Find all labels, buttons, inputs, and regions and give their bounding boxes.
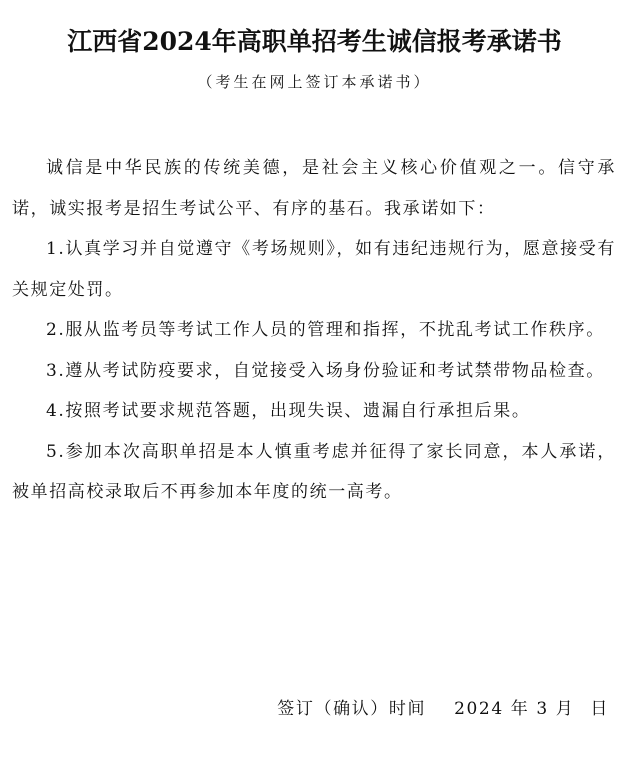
- commitment-item-1: 1.认真学习并自觉遵守《考场规则》，如有违纪违规行为，愿意接受有关规定处罚。: [12, 239, 616, 300]
- document-title: 江西省2024年高职单招考生诚信报考承诺书: [67, 27, 562, 56]
- document-subtitle: （考生在网上签订本承诺书）: [197, 73, 432, 91]
- signature-date: 2024 年 3 月: [454, 699, 575, 719]
- commitment-item-4: 4.按照考试要求规范答题，出现失误、遗漏自行承担后果。: [46, 401, 531, 421]
- document-body: [12, 148, 616, 513]
- signature-line: [277, 694, 609, 719]
- signature-day: 日: [590, 699, 609, 719]
- commitment-item-2: 2.服从监考员等考试工作人员的管理和指挥，不扰乱考试工作秩序。: [46, 320, 605, 340]
- commitment-item-3: 3.遵从考试防疫要求，自觉接受入场身份验证和考试禁带物品检查。: [46, 360, 605, 381]
- signature-label: 签订（确认）时间: [277, 699, 427, 719]
- intro-paragraph: 诚信是中华民族的传统美德，是社会主义核心价值观之一。信守承诺，诚实报考是招生考试公平、有序的基石。我承诺如下：: [12, 158, 616, 219]
- commitment-item-5: 5.参加本次高职单招是本人慎重考虑并征得了家长同意，本人承诺，被单招高校录取后不再参加本年度的统一高考。: [12, 441, 616, 502]
